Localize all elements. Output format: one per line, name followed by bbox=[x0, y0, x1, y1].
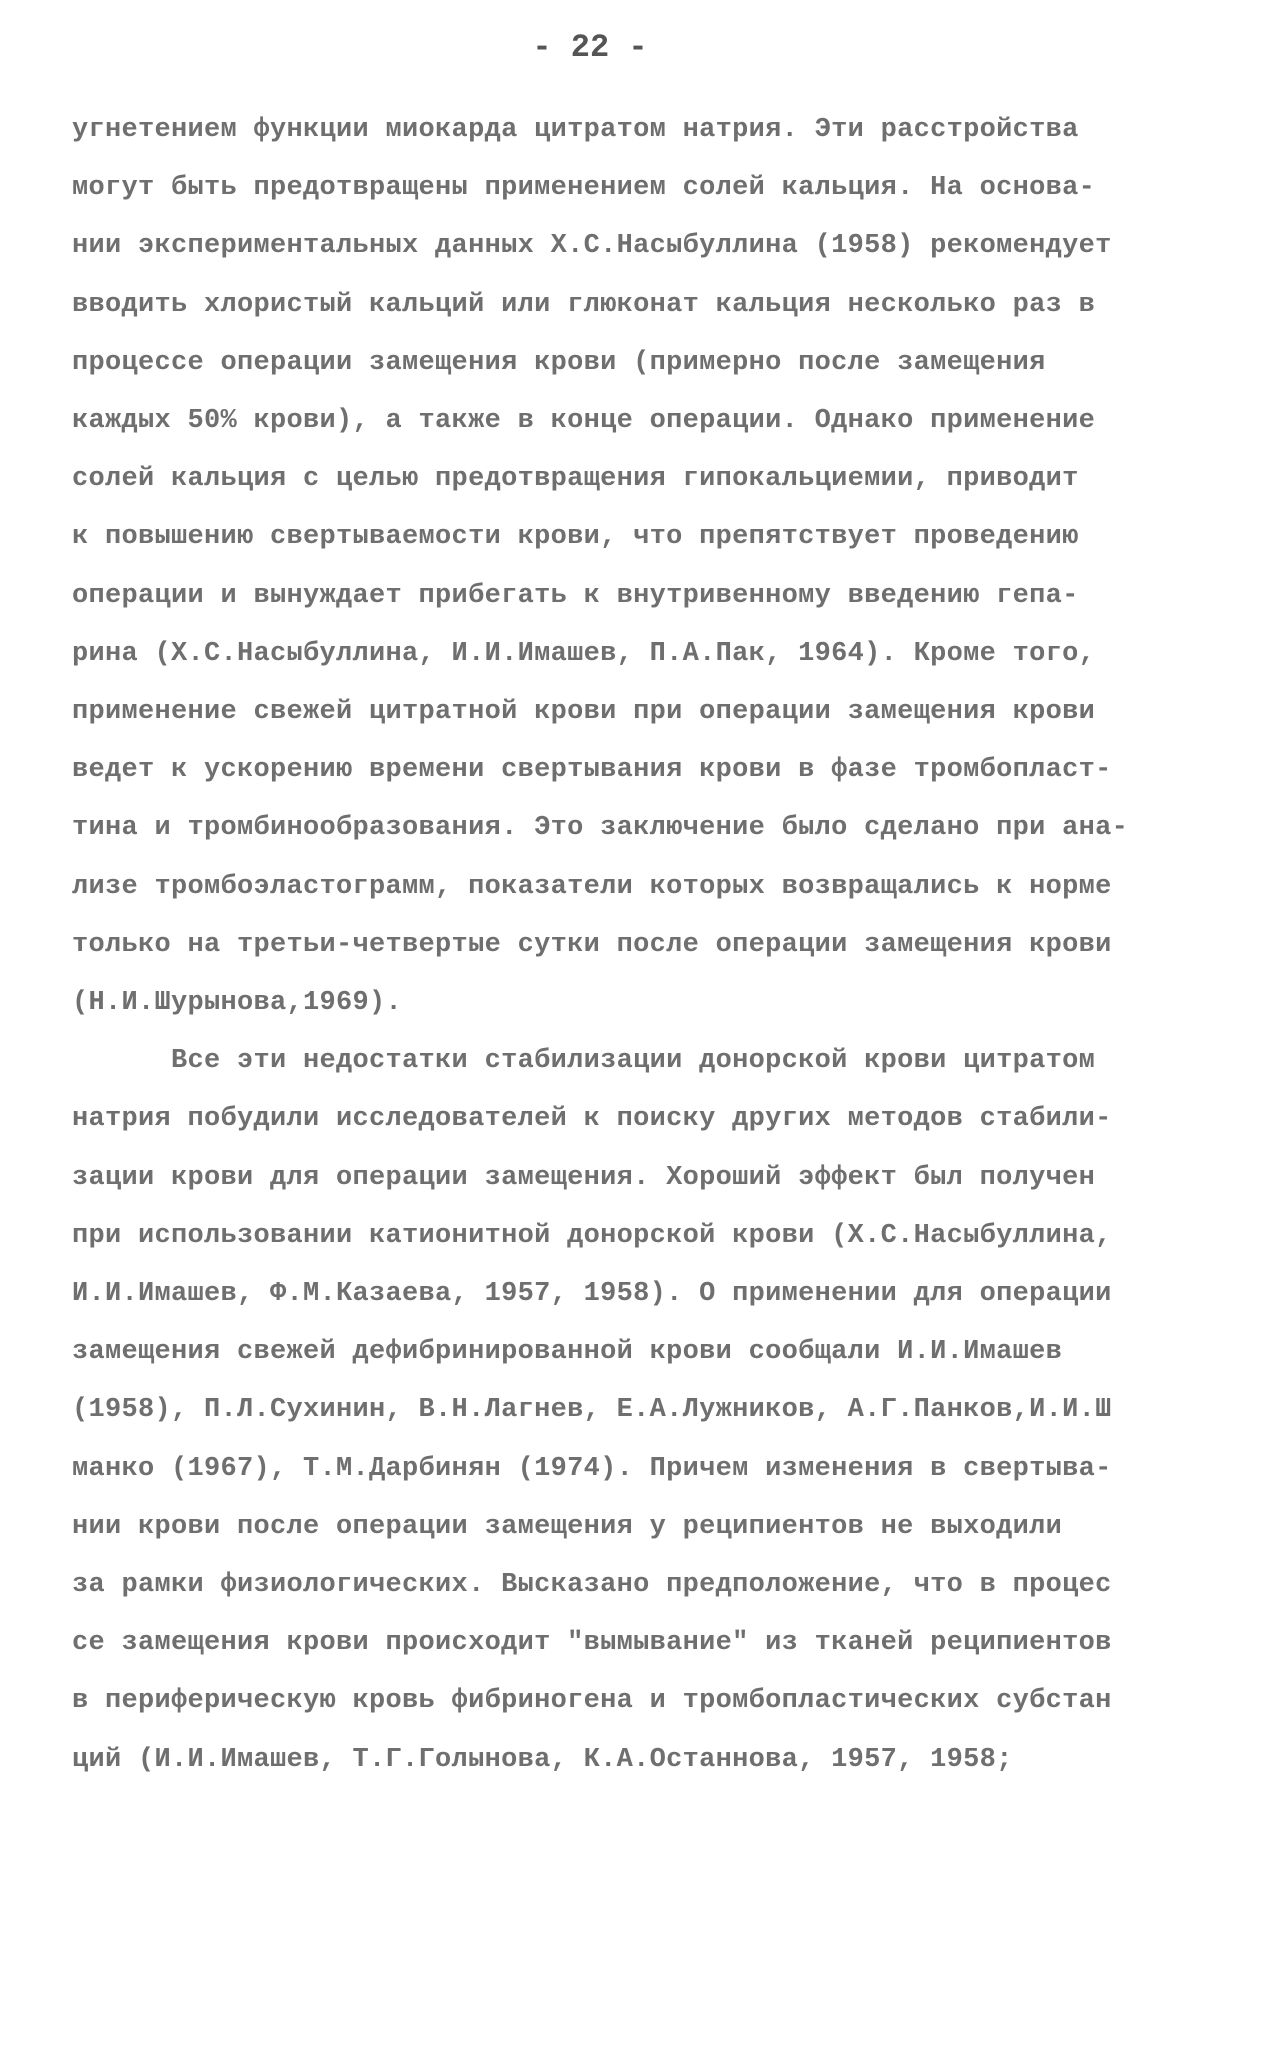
text-line: за рамки физиологических. Высказано предположение, что в процес bbox=[72, 1570, 1112, 1600]
text-line: рина (Х.С.Насыбуллина, И.И.Имашев, П.А.Пак, 1964). Кроме того, bbox=[72, 638, 1096, 669]
text-line: И.И.Имашев, Ф.М.Казаева, 1957, 1958). О применении для операции bbox=[72, 1279, 1112, 1309]
text-line: натрия побудили исследователей к поиску других методов стабили- bbox=[72, 1104, 1112, 1135]
text-line: вводить хлористый кальций или глюконат кальция несколько раз в bbox=[72, 289, 1096, 320]
text-line: к повышению свертываемости крови, что препятствует проведению bbox=[72, 522, 1079, 553]
text-line: Все эти недостатки стабилизации донорской крови цитратом bbox=[72, 1046, 1096, 1077]
text-line: ций (И.И.Имашев, Т.Г.Голынова, К.А.Останнова, 1957, 1958; bbox=[72, 1744, 1013, 1775]
text-line: только на третьи-четвертые сутки после операции замещения крови bbox=[72, 929, 1112, 960]
text-line: тина и тромбинообразования. Это заключение было сделано при ана- bbox=[72, 813, 1129, 844]
text-line: ведет к ускорению времени свертывания крови в фазе тромбопласт- bbox=[72, 755, 1112, 786]
text-line: операции и вынуждает прибегать к внутривенному введению гепа- bbox=[72, 580, 1079, 611]
text-line: при использовании катионитной донорской крови (Х.С.Насыбуллина, bbox=[72, 1220, 1112, 1251]
text-line: зации крови для операции замещения. Хороший эффект был получен bbox=[72, 1162, 1096, 1193]
text-line: (Н.И.Шурынова,1969). bbox=[72, 988, 403, 1018]
text-line: се замещения крови происходит "вымывание" из тканей реципиентов bbox=[72, 1628, 1112, 1659]
page-number: - 22 - bbox=[532, 29, 648, 66]
text-line: каждых 50% крови), а также в конце операции. Однако применение bbox=[72, 406, 1096, 436]
text-line: процессе операции замещения крови (примерно после замещения bbox=[72, 347, 1046, 378]
text-line: нии крови после операции замещения у реципиентов не выходили bbox=[72, 1511, 1063, 1542]
text-line: замещения свежей дефибринированной крови сообщали И.И.Имашев bbox=[72, 1337, 1063, 1368]
text-line: манко (1967), Т.М.Дарбинян (1974). Причем изменения в свертыва- bbox=[72, 1453, 1112, 1484]
text-line: лизе тромбоэластограмм, показатели которых возвращались к норме bbox=[72, 871, 1112, 902]
text-line: применение свежей цитратной крови при операции замещения крови bbox=[72, 697, 1096, 727]
text-line: солей кальция с целью предотвращения гипокальциемии, приводит bbox=[72, 464, 1079, 495]
text-line: (1958), П.Л.Сухинин, В.Н.Лагнев, Е.А.Лужников, А.Г.Панков,И.И.Ш bbox=[72, 1395, 1112, 1426]
text-line: в периферическую кровь фибриногена и тромбопластических субстан bbox=[72, 1686, 1112, 1717]
text-line: угнетением функции миокарда цитратом натрия. Эти расстройства bbox=[72, 115, 1079, 145]
text-line: нии экспериментальных данных Х.С.Насыбуллина (1958) рекомендует bbox=[72, 231, 1112, 262]
text-line: могут быть предотвращены применением солей кальция. На основа- bbox=[72, 173, 1096, 204]
